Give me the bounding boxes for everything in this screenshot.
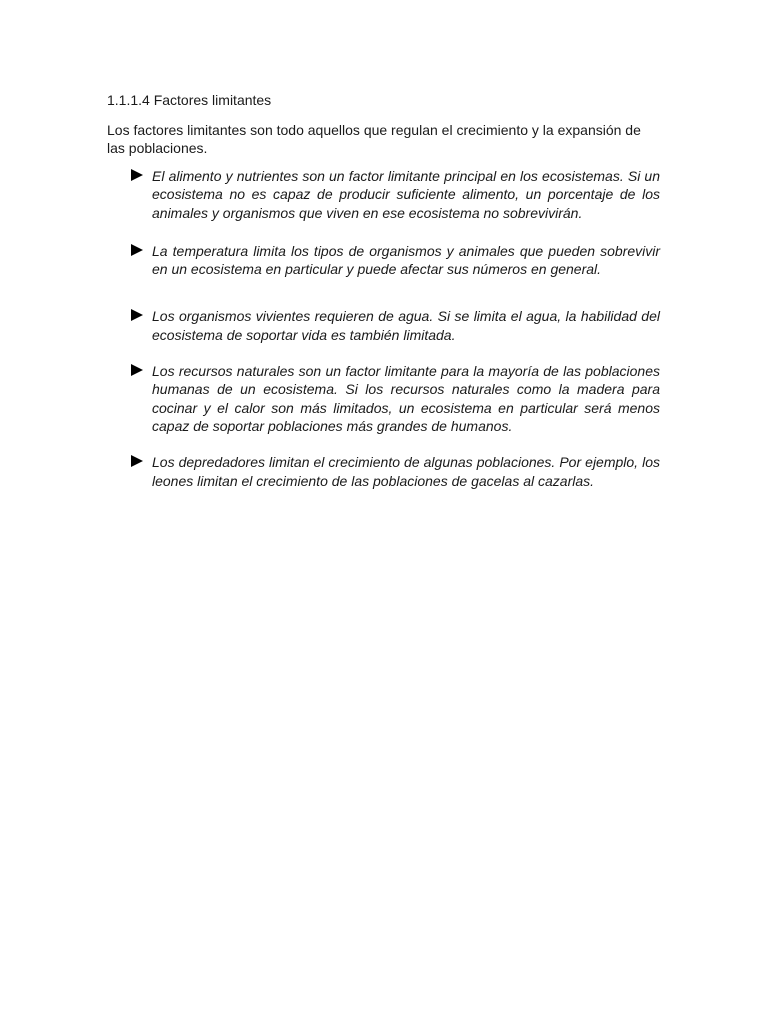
bullet-arrow-icon	[131, 455, 143, 467]
list-item	[107, 307, 660, 344]
list-item	[107, 453, 660, 490]
bullet-arrow-icon	[131, 169, 143, 181]
list-item-text: Los organismos vivientes requieren de agua. Si se limita el agua, la habilidad del ecosistema de soportar vida es también limitada.	[152, 308, 660, 343]
list-item-text: Los depredadores limitan el crecimiento de algunas poblaciones. Por ejemplo, los leones limitan el crecimiento de las poblaciones de gacelas al cazarlas.	[152, 454, 660, 489]
bullet-arrow-icon	[131, 244, 143, 256]
list-item	[107, 167, 660, 222]
document-page	[107, 90, 660, 490]
bullet-arrow-icon	[131, 309, 143, 321]
list-item-text: Los recursos naturales son un factor limitante para la mayoría de las poblaciones humanas de un ecosistema. Si los recursos naturales como la madera para cocinar y el calor son más limitados, un ecosistema en particular será menos capaz de soportar poblaciones más grandes de humanos.	[152, 363, 660, 434]
list-item	[107, 362, 660, 435]
list-item	[107, 242, 660, 279]
section-heading: 1.1.1.4 Factores limitantes	[107, 92, 272, 108]
list-item-text: El alimento y nutrientes son un factor limitante principal en los ecosistemas. Si un ecosistema no es capaz de producir suficiente alimento, un porcentaje de los animales y organismos que viven en ese ecosistema no sobrevivirán.	[152, 168, 660, 221]
list-item-text: La temperatura limita los tipos de organismos y animales que pueden sobrevivir en un ecosistema en particular y puede afectar sus números en general.	[152, 242, 660, 278]
intro-paragraph: Los factores limitantes son todo aquellos que regulan el crecimiento y la expansión de las poblaciones.	[107, 122, 641, 156]
bullet-arrow-icon	[131, 364, 143, 376]
limiting-factors-list	[107, 167, 660, 490]
